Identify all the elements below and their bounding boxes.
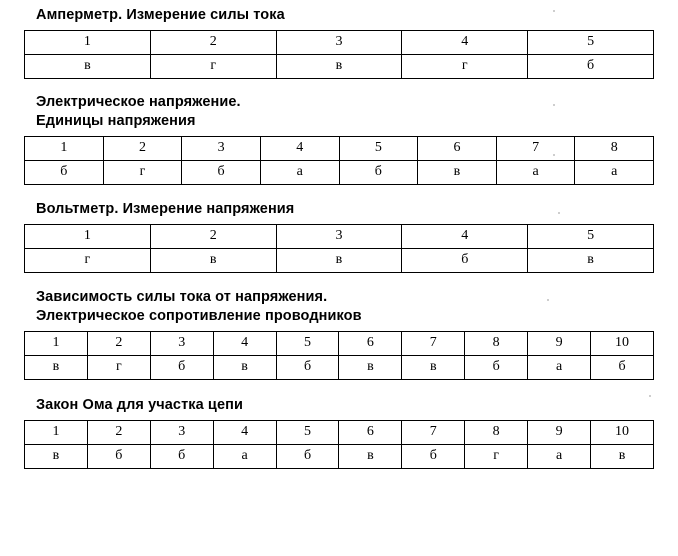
cell-answer: в [339,356,402,380]
cell-answer: г [103,161,182,185]
cell-number: 9 [528,332,591,356]
answers-table [24,136,654,185]
cell-number: 5 [528,31,654,55]
answers-table [24,224,654,273]
cell-answer: б [402,249,528,273]
cell-answer: в [591,445,654,469]
answers-table [24,420,654,469]
cell-number: 8 [465,421,528,445]
cell-number: 6 [339,332,402,356]
cell-number: 7 [402,421,465,445]
table-row-numbers [25,421,654,445]
cell-number: 5 [276,421,339,445]
table-row-numbers [25,31,654,55]
cell-number: 5 [339,137,418,161]
section-title-block [0,6,678,25]
cell-number: 4 [213,421,276,445]
cell-answer: б [182,161,261,185]
section-title-line: Вольтметр. Измерение напряжения [36,201,295,217]
cell-number: 5 [276,332,339,356]
cell-answer: б [465,356,528,380]
cell-number: 4 [260,137,339,161]
cell-answer: б [87,445,150,469]
cell-answer: в [25,445,88,469]
cell-number: 3 [150,421,213,445]
cell-number: 2 [87,421,150,445]
cell-answer: а [575,161,654,185]
cell-number: 10 [591,332,654,356]
cell-number: 2 [150,31,276,55]
section-title-line: Зависимость силы тока от напряжения. [36,289,328,305]
section-title-block [0,288,678,326]
scan-speck [553,154,555,156]
cell-number: 7 [402,332,465,356]
cell-number: 6 [339,421,402,445]
cell-answer: б [402,445,465,469]
scan-speck [547,299,549,301]
cell-answer: а [213,445,276,469]
table-row-answers [25,55,654,79]
cell-answer: б [150,445,213,469]
cell-number: 4 [402,225,528,249]
cell-number: 2 [150,225,276,249]
table-row-answers [25,249,654,273]
cell-answer: а [528,445,591,469]
section-title-line: Закон Ома для участка цепи [36,397,243,413]
cell-answer: в [276,249,402,273]
cell-answer: а [260,161,339,185]
section-voltage [0,93,678,185]
cell-number: 7 [496,137,575,161]
section-ohm-law [0,396,678,469]
table-row-numbers [25,332,654,356]
table-row-answers [25,356,654,380]
cell-answer: б [150,356,213,380]
table-row-answers [25,161,654,185]
cell-answer: г [402,55,528,79]
answers-table [24,331,654,380]
cell-answer: а [496,161,575,185]
cell-number: 3 [276,31,402,55]
cell-number: 1 [25,31,151,55]
cell-number: 3 [150,332,213,356]
section-title-line: Электрическое напряжение. [36,94,241,110]
table-row-numbers [25,225,654,249]
cell-answer: б [339,161,418,185]
section-title-block [0,93,678,131]
cell-number: 6 [418,137,497,161]
cell-number: 2 [103,137,182,161]
cell-answer: в [150,249,276,273]
cell-number: 9 [528,421,591,445]
cell-number: 2 [87,332,150,356]
cell-answer: б [528,55,654,79]
cell-answer: б [591,356,654,380]
cell-answer: б [276,445,339,469]
cell-number: 8 [575,137,654,161]
cell-answer: г [150,55,276,79]
section-title-line: Единицы напряжения [36,113,196,129]
cell-number: 4 [213,332,276,356]
cell-number: 1 [25,225,151,249]
table-row-answers [25,445,654,469]
cell-number: 1 [25,332,88,356]
section-title-line: Электрическое сопротивление проводников [36,308,362,324]
cell-number: 1 [25,137,104,161]
cell-answer: в [402,356,465,380]
cell-number: 8 [465,332,528,356]
cell-answer: в [418,161,497,185]
cell-answer: б [25,161,104,185]
answers-table [24,30,654,79]
cell-answer: г [465,445,528,469]
cell-answer: б [276,356,339,380]
cell-answer: а [528,356,591,380]
cell-number: 3 [276,225,402,249]
scan-speck [558,212,560,214]
section-title-block [0,200,678,219]
cell-answer: в [25,356,88,380]
cell-number: 1 [25,421,88,445]
cell-number: 10 [591,421,654,445]
scan-speck [649,395,651,397]
section-ampermeter [0,6,678,79]
section-title-block [0,396,678,415]
cell-answer: в [25,55,151,79]
cell-answer: г [25,249,151,273]
section-resistance [0,288,678,380]
cell-answer: в [528,249,654,273]
section-title-line: Амперметр. Измерение силы тока [36,7,285,23]
cell-number: 5 [528,225,654,249]
cell-number: 4 [402,31,528,55]
cell-number: 3 [182,137,261,161]
table-row-numbers [25,137,654,161]
section-voltmeter [0,200,678,273]
cell-answer: в [339,445,402,469]
cell-answer: в [213,356,276,380]
scan-speck [553,10,555,12]
scan-speck [553,104,555,106]
cell-answer: г [87,356,150,380]
cell-answer: в [276,55,402,79]
